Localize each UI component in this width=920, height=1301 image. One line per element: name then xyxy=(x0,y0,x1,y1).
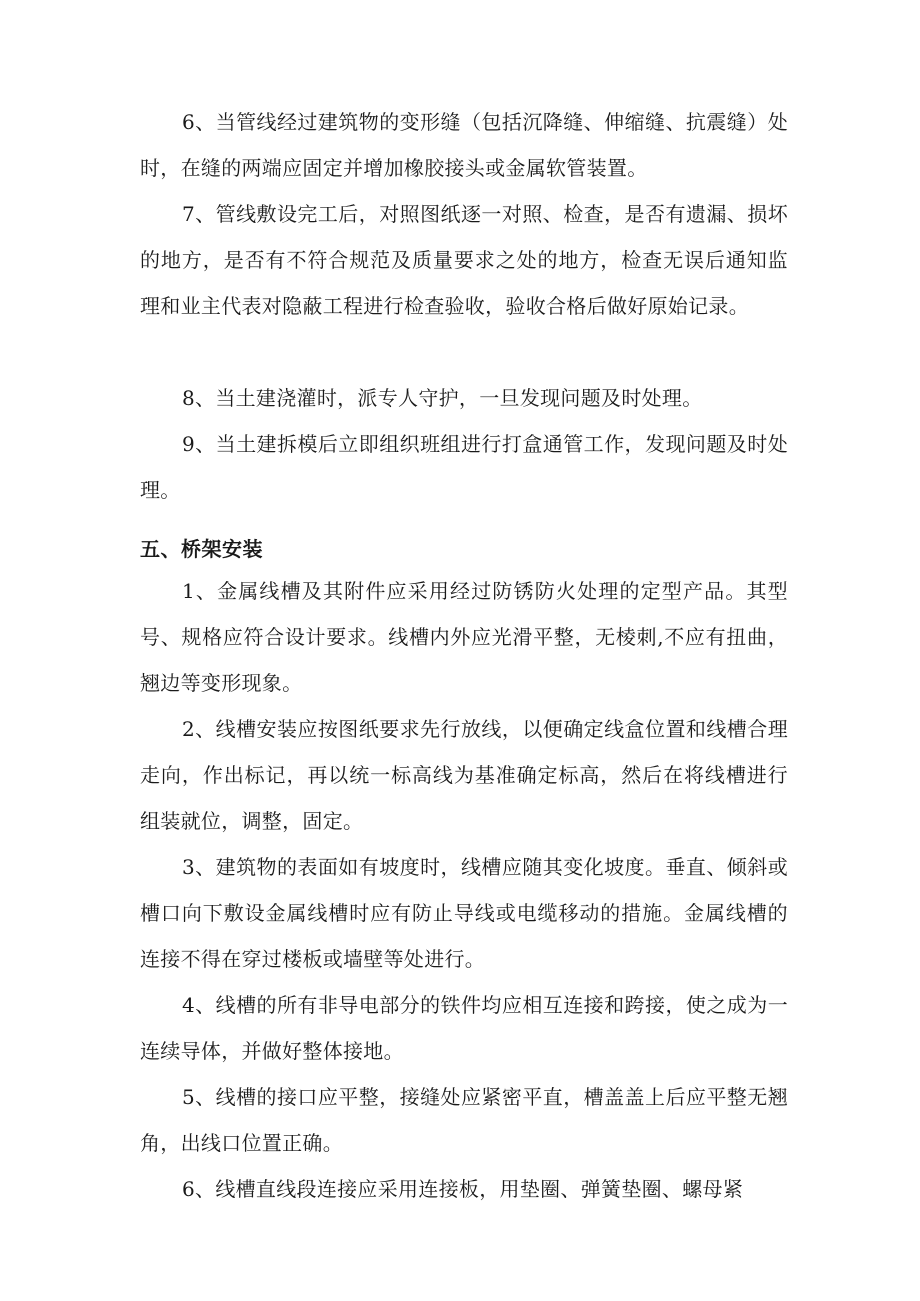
paragraph-2-layout: 2、线槽安装应按图纸要求先行放线，以便确定线盒位置和线槽合理走向，作出标记，再以统一标高线为基准确定标高，然后在将线槽进行组装就位，调整，固定。 xyxy=(140,717,788,833)
paragraph-4-grounding: 4、线槽的所有非导电部分的铁件均应相互连接和跨接，使之成为一连续导体，并做好整体接地。 xyxy=(140,993,788,1063)
paragraph-9-formwork: 9、当土建拆模后立即组织班组进行打盒通管工作，发现问题及时处理。 xyxy=(140,432,788,502)
paragraph-6-connection-plate: 6、线槽直线段连接应采用连接板，用垫圈、弹簧垫圈、螺母紧 xyxy=(182,1177,744,1201)
paragraph-8-pouring: 8、当土建浇灌时，派专人守护，一旦发现问题及时处理。 xyxy=(182,386,703,410)
paragraph-5-joints: 5、线槽的接口应平整，接缝处应紧密平直，槽盖盖上后应平整无翘角，出线口位置正确。 xyxy=(140,1085,788,1155)
paragraph-1-metal-trough: 1、金属线槽及其附件应采用经过防锈防火处理的定型产品。其型号、规格应符合设计要求。线槽内外应光滑平整，无棱刺,不应有扭曲，翘边等变形现象。 xyxy=(140,579,788,695)
paragraph-6-deformation-joint: 6、当管线经过建筑物的变形缝（包括沉降缝、伸缩缝、抗震缝）处时，在缝的两端应固定并增加橡胶接头或金属软管装置。 xyxy=(140,110,788,180)
paragraph-3-slope: 3、建筑物的表面如有坡度时，线槽应随其变化坡度。垂直、倾斜或槽口向下敷设金属线槽时应有防止导线或电缆移动的措施。金属线槽的连接不得在穿过楼板或墙壁等处进行。 xyxy=(140,855,788,971)
section-heading: 五、桥架安装 xyxy=(140,537,263,561)
paragraph-7-inspection: 7、管线敷设完工后，对照图纸逐一对照、检查，是否有遗漏、损坏的地方，是否有不符合规范及质量要求之处的地方，检查无误后通知监理和业主代表对隐蔽工程进行检查验收，验收合格后做好原始记录。 xyxy=(140,202,788,318)
